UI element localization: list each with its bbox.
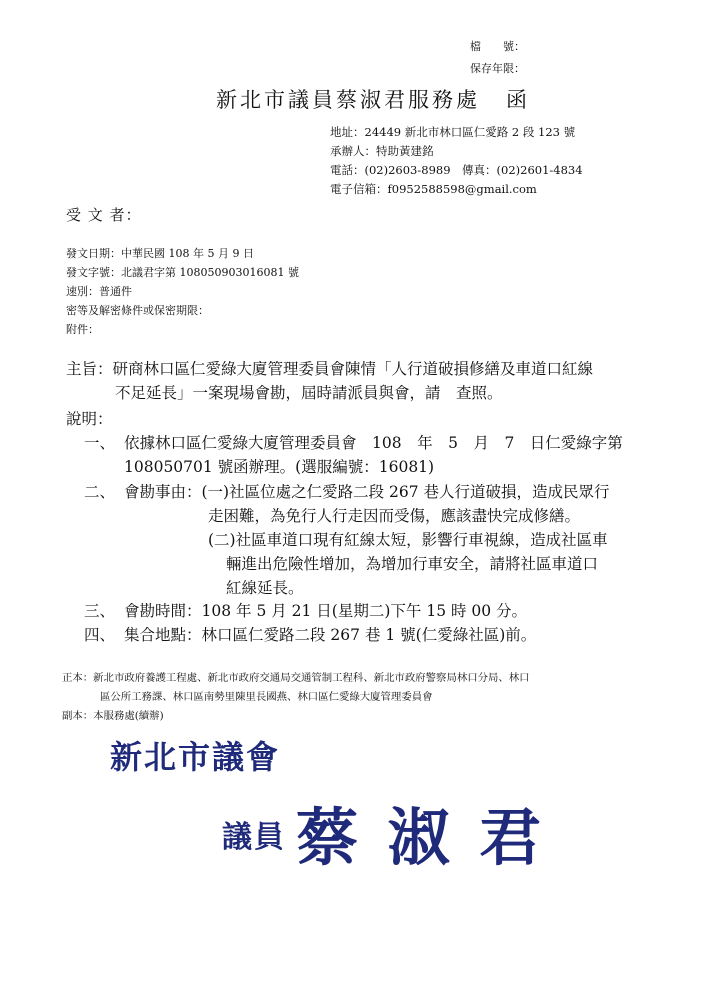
reference-number: 發文字號：北議君字第 108050903016081 號 <box>66 266 299 279</box>
document-title <box>216 84 530 114</box>
item-3-line-1: 會勘時間：108 年 5 月 21 日(星期二)下午 15 時 00 分。 <box>124 602 528 620</box>
item-1-number: 一、 <box>84 434 116 452</box>
councilor-role-seal: 議員 <box>222 820 286 855</box>
title-doc-type: 函 <box>506 88 530 112</box>
sender-email: 電子信箱：f0952588598@gmail.com <box>330 182 537 196</box>
distribution-main-line-1: 正本：新北市政府養護工程處、新北市政府交通局交通管制工程科、新北市政府警察局林口分局、林口 <box>62 672 530 684</box>
item-2-line-5: 紅線延長。 <box>226 579 304 597</box>
attachment-label: 附件： <box>66 323 99 336</box>
item-2-line-4: 輛進出危險性增加，為增加行車安全，請將社區車道口 <box>226 555 599 573</box>
delivery-speed: 速別：普通件 <box>66 285 132 298</box>
councilor-name-seal: 蔡 淑 君 <box>296 801 546 874</box>
explanation-label: 說明： <box>66 410 113 428</box>
sender-phone: 電話：(02)2603-8989 傳真：(02)2601-4834 <box>330 163 583 177</box>
subject-line-2: 不足延長」一案現場會勘，屆時請派員與會，請 查照。 <box>115 384 503 402</box>
item-2-number: 二、 <box>84 483 116 501</box>
item-2-line-3: (二)社區車道口現有紅線太短，影響行車視線，造成社區車 <box>208 531 608 549</box>
retention-period-label: 保存年限： <box>470 62 525 75</box>
item-1-line-2: 108050701 號函辦理。(選服編號：16081) <box>124 458 435 476</box>
subject-line-1: 主旨：研商林口區仁愛綠大廈管理委員會陳情「人行道破損修繕及車道口紅線 <box>66 360 594 378</box>
item-3-number: 三、 <box>84 602 116 620</box>
sender-contact: 承辦人：特助黃建銘 <box>330 144 434 158</box>
council-seal-text: 新北市議會 <box>110 738 281 776</box>
secrecy-level: 密等及解密條件或保密期限： <box>66 304 209 317</box>
item-4-number: 四、 <box>84 626 116 644</box>
item-1-line-1: 依據林口區仁愛綠大廈管理委員會 108 年 5 月 7 日仁愛綠字第 <box>124 434 623 452</box>
issue-date: 發文日期：中華民國 108 年 5 月 9 日 <box>66 247 254 260</box>
distribution-copy: 副本：本服務處(續辦) <box>62 710 164 722</box>
item-4-line-1: 集合地點：林口區仁愛路二段 267 巷 1 號(仁愛綠社區)前。 <box>124 626 537 644</box>
file-number-label: 檔 號： <box>470 40 525 53</box>
title-org: 新北市議員蔡淑君服務處 <box>216 88 480 112</box>
recipient-label: 受 文 者： <box>66 206 142 224</box>
item-2-line-2: 走困難，為免行人行走因而受傷，應該盡快完成修繕。 <box>208 507 581 525</box>
item-2-line-1: 會勘事由：(一)社區位處之仁愛路二段 267 巷人行道破損，造成民眾行 <box>124 483 610 501</box>
distribution-main-line-2: 區公所工務課、林口區南勢里陳里長國燕、林口區仁愛綠大廈管理委員會 <box>100 691 433 703</box>
sender-address: 地址：24449 新北市林口區仁愛路 2 段 123 號 <box>330 125 576 139</box>
